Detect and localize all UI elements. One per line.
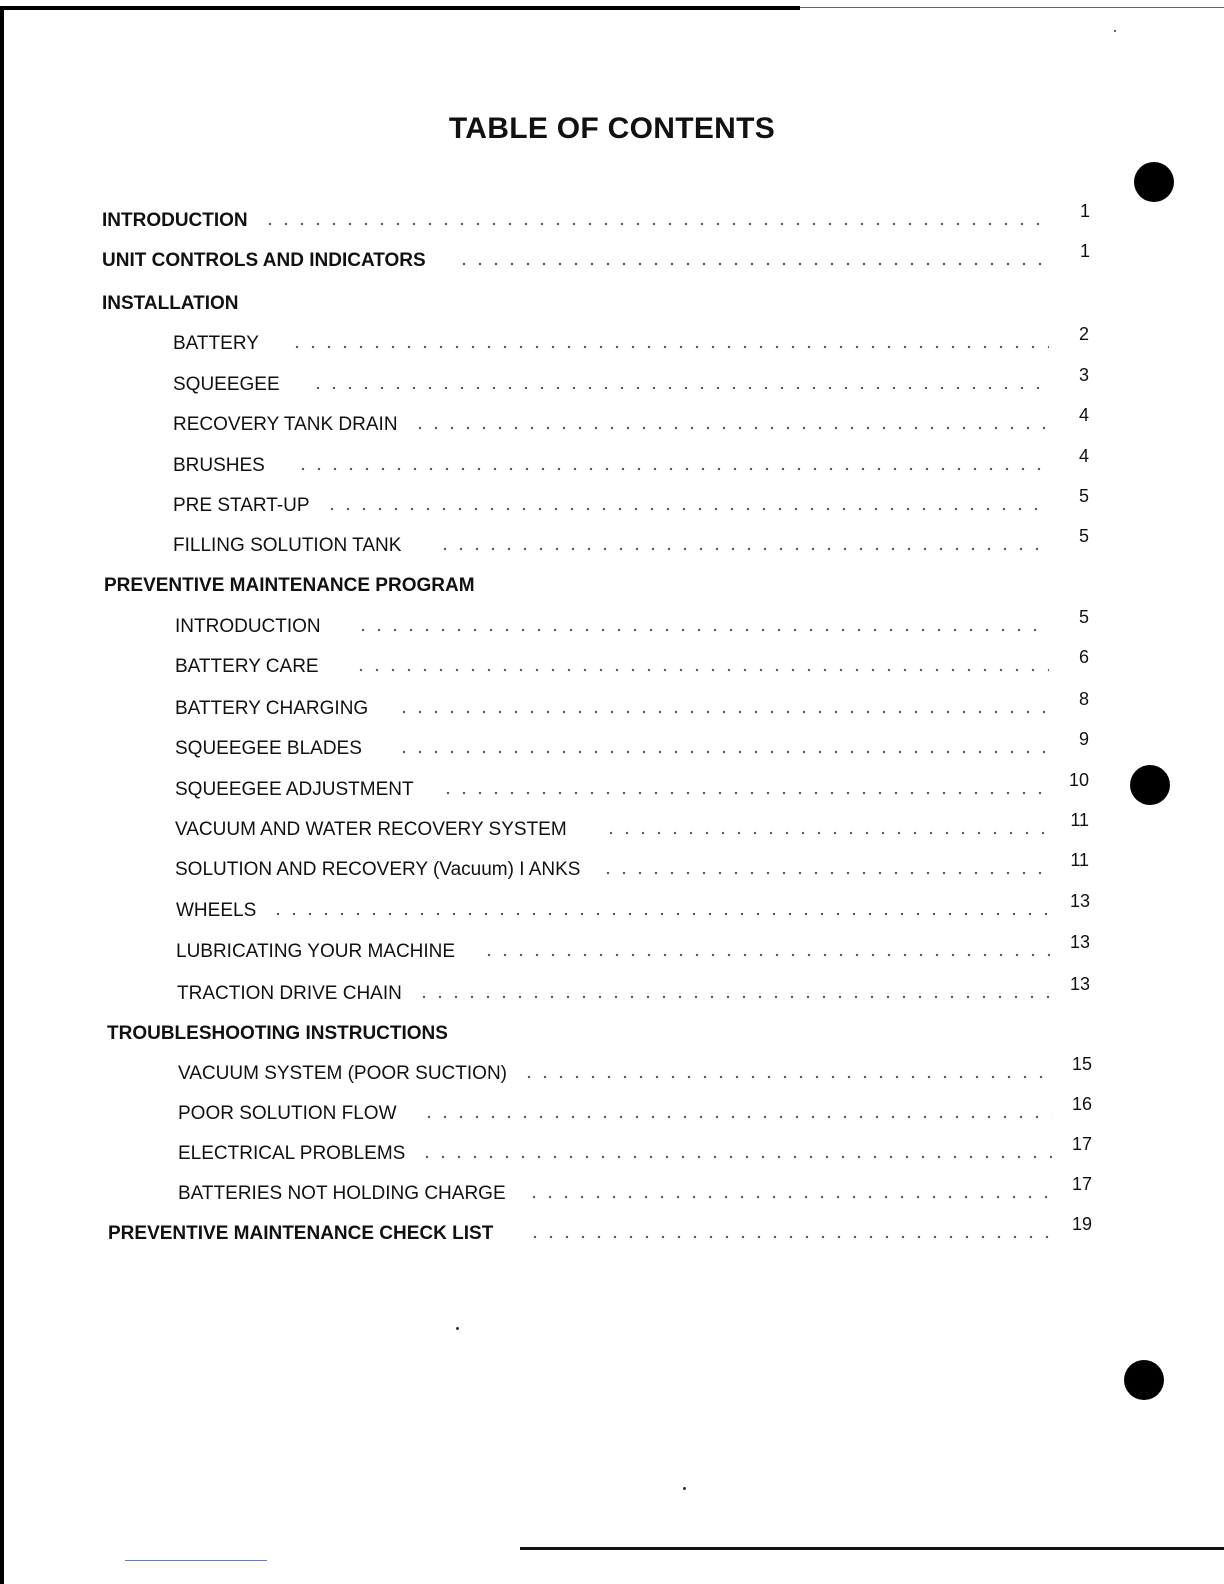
- toc-entry-label: PREVENTIVE MAINTENANCE CHECK LIST: [108, 1223, 494, 1244]
- toc-entry: [173, 526, 1089, 557]
- scan-speck: [456, 1327, 459, 1330]
- toc-entry-label: BRUSHES: [173, 455, 265, 476]
- toc-entry-page: 8: [1078, 689, 1089, 709]
- toc-entry-label: INTRODUCTION: [102, 210, 248, 231]
- toc-entry-page: 16: [1071, 1094, 1092, 1114]
- toc-entry-label: SOLUTION AND RECOVERY (Vacuum) I ANKS: [175, 859, 581, 880]
- dot-leader: [396, 749, 1049, 755]
- toc-entry: [173, 405, 1089, 436]
- dot-leader: [527, 1234, 1052, 1240]
- dot-leader: [324, 506, 1049, 512]
- toc-entry-label: RECOVERY TANK DRAIN: [173, 414, 398, 435]
- toc-entry-page: 1: [1079, 241, 1090, 261]
- toc-entry-label: BATTERY CHARGING: [175, 698, 369, 719]
- dot-leader: [416, 994, 1050, 1000]
- toc-entry: [175, 850, 1089, 881]
- scan-edge-top-thin: [800, 7, 1224, 8]
- dot-leader: [289, 344, 1049, 350]
- toc-section-label: INSTALLATION: [102, 293, 239, 314]
- dot-leader: [310, 385, 1049, 391]
- toc-entry: [102, 241, 1090, 272]
- toc-entry: [178, 1174, 1092, 1205]
- toc-entry: [177, 974, 1090, 1005]
- dot-leader: [456, 261, 1050, 267]
- page-title: TABLE OF CONTENTS: [448, 112, 776, 145]
- toc-entry: [102, 201, 1090, 232]
- toc-entry-page: 17: [1071, 1174, 1092, 1194]
- toc-entry-label: LUBRICATING YOUR MACHINE: [176, 941, 456, 962]
- toc-entry: [178, 1094, 1092, 1125]
- toc-entry-label: SQUEEGEE BLADES: [175, 738, 362, 759]
- toc-entry: [175, 689, 1089, 720]
- toc-entry-page: 13: [1069, 891, 1090, 911]
- toc-entry-label: ELECTRICAL PROBLEMS: [178, 1143, 406, 1164]
- toc-entry-page: 6: [1078, 647, 1089, 667]
- scan-speck: [1114, 30, 1116, 32]
- toc-entry: [178, 1054, 1092, 1085]
- toc-entry-page: 15: [1071, 1054, 1092, 1074]
- toc-entry-page: 2: [1078, 324, 1089, 344]
- toc-entry-page: 3: [1078, 365, 1089, 385]
- toc-entry-page: 19: [1071, 1214, 1092, 1234]
- toc-entry: [175, 810, 1089, 841]
- toc-entry-page: 1: [1079, 201, 1090, 221]
- toc-entry-label: BATTERY: [173, 333, 259, 354]
- dot-leader: [419, 1154, 1052, 1160]
- toc-entry-page: 13: [1069, 974, 1090, 994]
- toc-entry: [173, 486, 1089, 517]
- toc-entry-label: TRACTION DRIVE CHAIN: [177, 983, 402, 1004]
- dot-leader: [526, 1194, 1052, 1200]
- toc-section-label: TROUBLESHOOTING INSTRUCTIONS: [107, 1023, 448, 1044]
- scan-speck: [683, 1487, 686, 1490]
- punch-hole-bottom: [1124, 1360, 1164, 1400]
- toc-entry-label: FILLING SOLUTION TANK: [173, 535, 402, 556]
- toc-section-heading: [104, 571, 1092, 597]
- toc-entry: [175, 770, 1089, 801]
- dot-leader: [270, 911, 1050, 917]
- scan-edge-top: [0, 6, 800, 10]
- toc-section-heading: [107, 1019, 1095, 1045]
- dot-leader: [421, 1114, 1052, 1120]
- toc-entry-label: SQUEEGEE: [173, 374, 280, 395]
- dot-leader: [396, 709, 1049, 715]
- toc-entry: [175, 647, 1089, 678]
- toc-entry-label: UNIT CONTROLS AND INDICATORS: [102, 250, 426, 271]
- toc-entry: [176, 932, 1090, 963]
- toc-entry-label: PRE START-UP: [173, 495, 310, 516]
- scan-edge-bottom: [520, 1547, 1224, 1550]
- toc-entry-label: INTRODUCTION: [175, 616, 321, 637]
- toc-entry: [173, 324, 1089, 355]
- toc-entry: [108, 1214, 1092, 1245]
- toc-entry-label: BATTERY CARE: [175, 656, 319, 677]
- punch-hole-middle: [1130, 765, 1170, 805]
- toc-entry-page: 9: [1078, 729, 1089, 749]
- toc-entry-page: 5: [1078, 486, 1089, 506]
- dot-leader: [262, 221, 1050, 227]
- toc-entry: [173, 365, 1089, 396]
- toc-entry-page: 17: [1071, 1134, 1092, 1154]
- toc-entry-label: BATTERIES NOT HOLDING CHARGE: [178, 1183, 506, 1204]
- toc-entry: [176, 891, 1090, 922]
- toc-entry-label: SQUEEGEE ADJUSTMENT: [175, 779, 414, 800]
- toc-entry-page: 5: [1078, 526, 1089, 546]
- toc-entry-page: 5: [1078, 607, 1089, 627]
- toc-entry-page: 11: [1070, 810, 1089, 830]
- dot-leader: [353, 667, 1049, 673]
- toc-entry: [173, 446, 1089, 477]
- scan-edge-bottom-blue: [125, 1560, 267, 1561]
- dot-leader: [355, 627, 1049, 633]
- dot-leader: [412, 425, 1049, 431]
- dot-leader: [437, 546, 1049, 552]
- toc-entry-page: 11: [1070, 850, 1089, 870]
- scan-edge-left: [0, 6, 4, 1584]
- toc-entry: [175, 607, 1089, 638]
- dot-leader: [603, 830, 1049, 836]
- dot-leader: [600, 870, 1049, 876]
- dot-leader: [521, 1074, 1052, 1080]
- dot-leader: [295, 466, 1049, 472]
- toc-entry: [178, 1134, 1092, 1165]
- dot-leader: [440, 790, 1049, 796]
- toc-section-heading: [102, 289, 1090, 315]
- toc-entry-label: VACUUM SYSTEM (POOR SUCTION): [178, 1063, 507, 1084]
- punch-hole-top: [1134, 162, 1174, 202]
- toc-entry-page: 13: [1069, 932, 1090, 952]
- toc-entry-page: 4: [1078, 405, 1089, 425]
- toc-entry: [175, 729, 1089, 760]
- dot-leader: [481, 952, 1050, 958]
- toc-entry-page: 10: [1068, 770, 1089, 790]
- toc-entry-label: VACUUM AND WATER RECOVERY SYSTEM: [175, 819, 567, 840]
- toc-section-label: PREVENTIVE MAINTENANCE PROGRAM: [104, 575, 475, 596]
- toc-entry-label: POOR SOLUTION FLOW: [178, 1103, 397, 1124]
- toc-entry-label: WHEELS: [176, 900, 257, 921]
- toc-entry-page: 4: [1078, 446, 1089, 466]
